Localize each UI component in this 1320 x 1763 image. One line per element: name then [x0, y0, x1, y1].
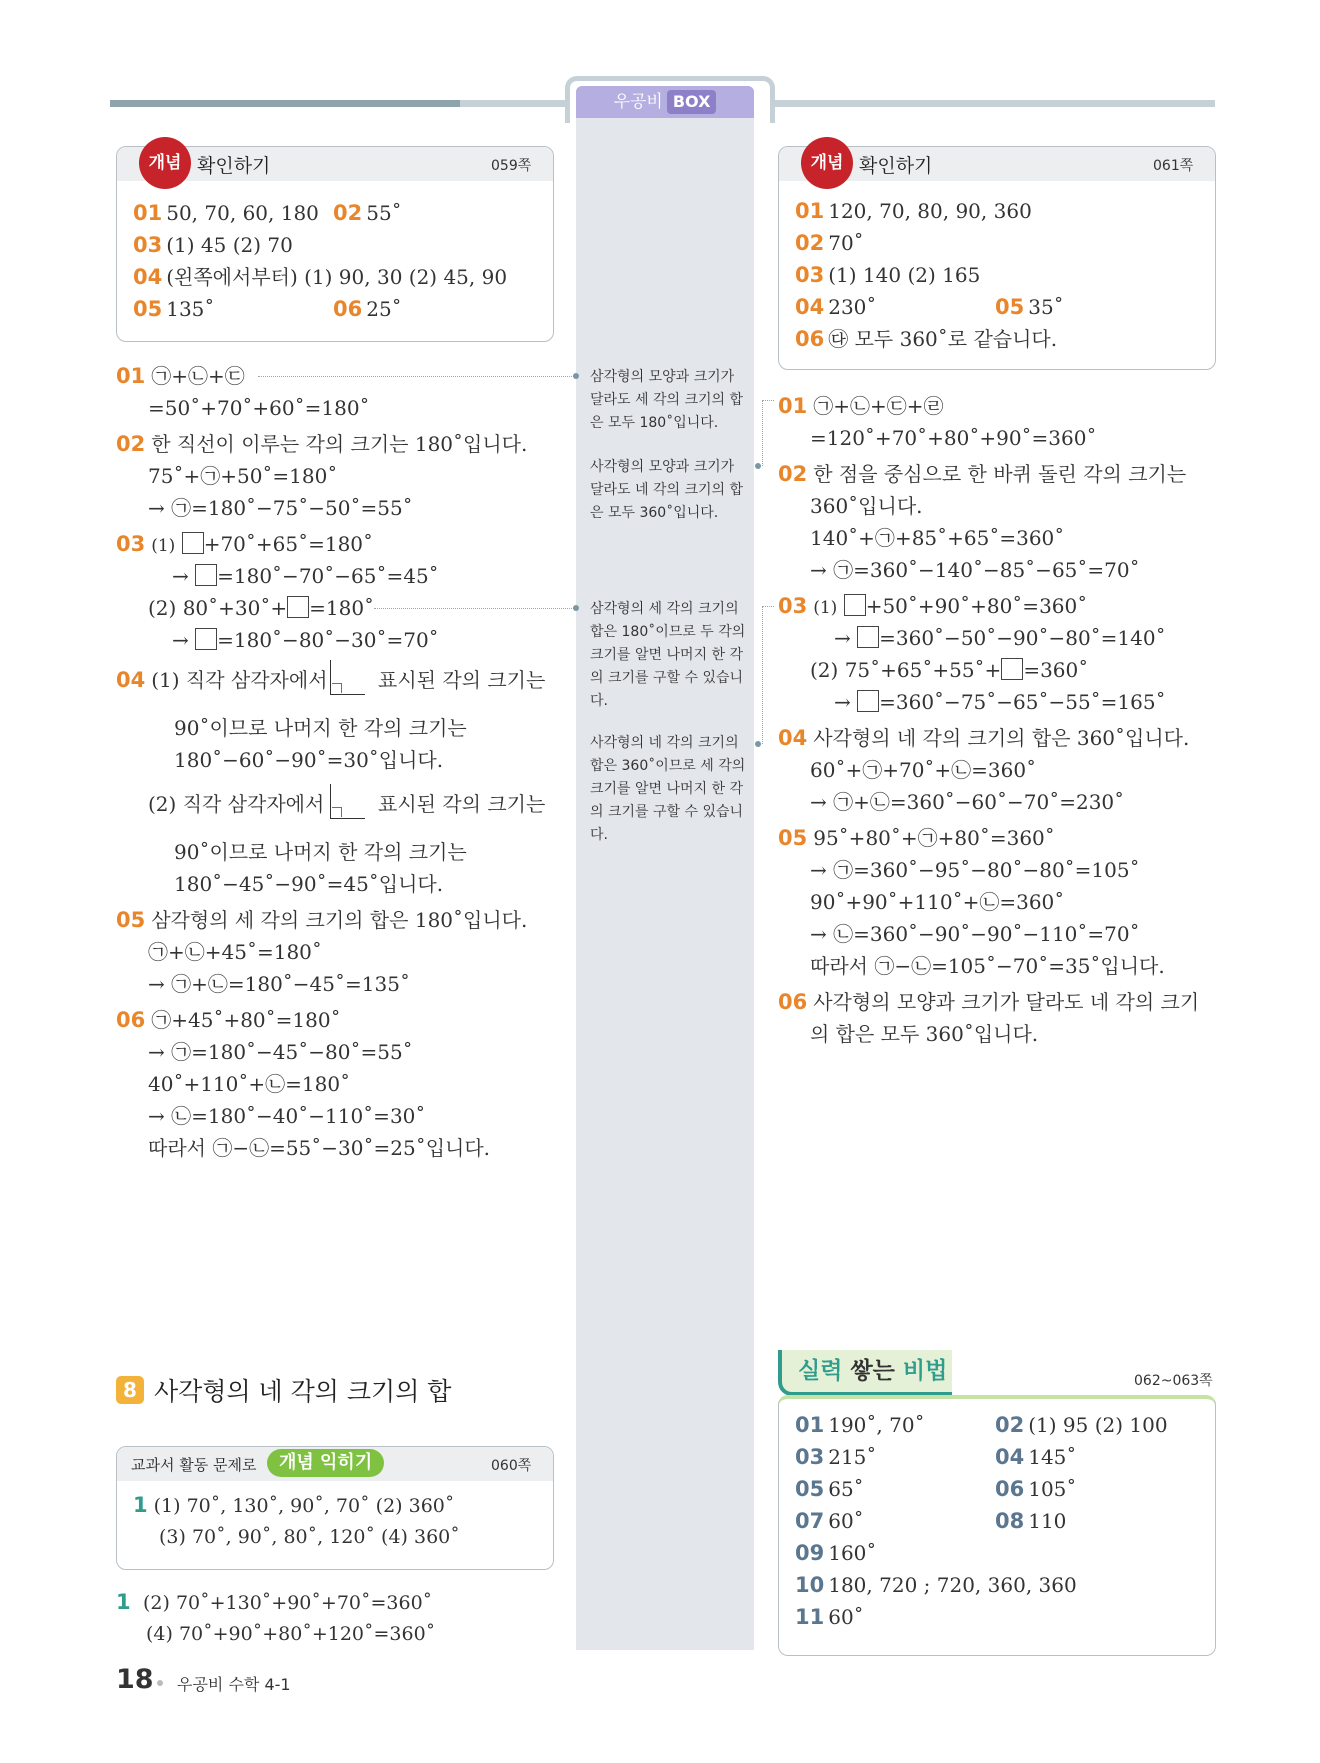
solution-line: → ㉠=360˚−140˚−85˚−65˚=70˚	[810, 558, 1140, 582]
blank-box	[182, 532, 204, 554]
concept-practice-badge: 개념 익히기	[267, 1449, 384, 1477]
section-title: 사각형의 네 각의 크기의 합	[154, 1377, 452, 1406]
margin-note: 사각형의 모양과 크기가 달라도 네 각의 크기의 합은 모두 360˚입니다.	[590, 459, 744, 521]
solution-line: (2) 직각 삼각자에서	[148, 792, 325, 816]
solution-line: 05 삼각형의 세 각의 크기의 합은 180˚입니다.	[116, 908, 528, 932]
solution-line: ㉠+㉡+45˚=180˚	[148, 940, 322, 964]
blank-box	[195, 628, 217, 650]
connector-dot	[755, 463, 761, 469]
solution-line: (2) 75˚+65˚+55˚+ =360˚	[810, 658, 1089, 682]
solution-line: 90˚+90˚+110˚+㉡=360˚	[810, 890, 1065, 914]
blank-box	[857, 626, 879, 648]
box-label: 교과서 활동 문제로	[131, 1456, 257, 1474]
solution-line: 의 합은 모두 360˚입니다.	[810, 1022, 1039, 1046]
answer-line: 10 180, 720 ; 720, 360, 360	[795, 1573, 1077, 1597]
blank-box	[857, 690, 879, 712]
answer-line: 01 50, 70, 60, 180	[133, 201, 319, 225]
solution-line: 01 ㉠+㉡+㉢	[116, 364, 245, 388]
solution-line: 표시된 각의 크기는	[378, 792, 546, 816]
answer-line: 11 60˚	[795, 1605, 864, 1629]
solution-line: 04 (1) 직각 삼각자에서	[116, 668, 328, 692]
tab-box-label: BOX	[667, 90, 717, 114]
top-rule-right	[755, 100, 1215, 107]
concept-badge: 개념	[801, 137, 853, 189]
concept-badge: 개념	[139, 137, 191, 189]
top-rule-left	[110, 100, 460, 107]
solution-line: =50˚+70˚+60˚=180˚	[148, 396, 370, 420]
page-ref: 059쪽	[491, 158, 532, 174]
right-angle-icon	[330, 660, 365, 695]
answer-line: 01 190˚, 70˚	[795, 1413, 925, 1437]
solution-line: 04 사각형의 네 각의 크기의 합은 360˚입니다.	[778, 726, 1190, 750]
answer-line: 07 60˚	[795, 1509, 864, 1533]
textbook-activity-box	[116, 1446, 554, 1570]
answer-line: 06 25˚	[333, 297, 402, 321]
connector	[762, 400, 774, 401]
answer-line: 05 135˚	[133, 297, 215, 321]
answer-line: 03 (1) 140 (2) 165	[795, 263, 981, 287]
solution-line: → =180˚−70˚−65˚=45˚	[172, 564, 439, 588]
answer-line: 03 215˚	[795, 1445, 877, 1469]
connector-dot	[755, 741, 761, 747]
page-ref: 060쪽	[491, 1458, 532, 1474]
margin-note: 삼각형의 세 각의 크기의 합은 180˚이므로 두 각의 크기를 알면 나머지 한 각의 크기를 구할 수 있습니다.	[590, 601, 746, 709]
solution-line: → ㉡=180˚−40˚−110˚=30˚	[148, 1104, 426, 1128]
connector	[258, 376, 576, 377]
box-title: 확인하기	[859, 155, 933, 177]
solution-line: 05 95˚+80˚+㉠+80˚=360˚	[778, 826, 1055, 850]
blank-box	[287, 596, 309, 618]
solution-line: 02 한 점을 중심으로 한 바퀴 돌린 각의 크기는	[778, 462, 1187, 486]
top-rule-mid	[460, 100, 580, 107]
solution-line: → ㉠+㉡=360˚−60˚−70˚=230˚	[810, 790, 1125, 814]
section-number: 8	[116, 1376, 144, 1404]
solution-line: 06 사각형의 모양과 크기가 달라도 네 각의 크기	[778, 990, 1200, 1014]
footer-dot	[157, 1680, 163, 1686]
solution-line: 90˚이므로 나머지 한 각의 크기는	[174, 716, 467, 740]
solution-line: 1 (2) 70˚+130˚+90˚+70˚=360˚	[116, 1590, 433, 1614]
book-title: 우공비 수학 4-1	[177, 1675, 291, 1694]
connector	[762, 606, 763, 744]
answer-line: 03 (1) 45 (2) 70	[133, 233, 293, 257]
page-ref: 061쪽	[1153, 158, 1194, 174]
tab-prefix: 우공비	[613, 92, 663, 112]
solution-line: → ㉠+㉡=180˚−45˚=135˚	[148, 972, 410, 996]
solution-line: 03 (1) +70˚+65˚=180˚	[116, 532, 374, 556]
solution-line: → ㉠=360˚−95˚−80˚−80˚=105˚	[810, 858, 1140, 882]
solution-line: 06 ㉠+45˚+80˚=180˚	[116, 1008, 341, 1032]
page-ref: 062~063쪽	[1134, 1373, 1213, 1389]
solution-line: 360˚입니다.	[810, 494, 923, 518]
page-number: 18	[116, 1664, 154, 1695]
answer-line: 02 70˚	[795, 231, 864, 255]
blank-box	[195, 564, 217, 586]
box-title: 확인하기	[197, 155, 271, 177]
solution-line: 03 (1) +50˚+90˚+80˚=360˚	[778, 594, 1088, 618]
connector-dot	[573, 605, 579, 611]
solution-line: 60˚+㉠+70˚+㉡=360˚	[810, 758, 1037, 782]
solution-line: 140˚+㉠+85˚+65˚=360˚	[810, 526, 1065, 550]
connector	[374, 608, 576, 609]
answer-line: 04 (왼쪽에서부터) (1) 90, 30 (2) 45, 90	[133, 265, 508, 289]
answer-line: 04 145˚	[995, 1445, 1077, 1469]
solution-line: 180˚−60˚−90˚=30˚입니다.	[174, 748, 444, 772]
answer-line: 06 105˚	[995, 1477, 1077, 1501]
solution-line: → ㉠=180˚−45˚−80˚=55˚	[148, 1040, 413, 1064]
margin-notes-column	[576, 118, 754, 1650]
solution-line: → ㉠=180˚−75˚−50˚=55˚	[148, 496, 413, 520]
solution-line: → =180˚−80˚−30˚=70˚	[172, 628, 439, 652]
answer-line: 04 230˚	[795, 295, 877, 319]
connector	[762, 400, 763, 466]
answer-line: 05 65˚	[795, 1477, 864, 1501]
right-angle-icon	[330, 784, 365, 819]
answer-line: 01 120, 70, 80, 90, 360	[795, 199, 1032, 223]
connector	[762, 606, 774, 607]
answer-line: 02 55˚	[333, 201, 402, 225]
solution-line: 표시된 각의 크기는	[378, 668, 546, 692]
margin-note: 삼각형의 모양과 크기가 달라도 세 각의 크기의 합은 모두 180˚입니다.	[590, 369, 744, 431]
solution-line: 75˚+㉠+50˚=180˚	[148, 464, 338, 488]
blank-box	[1001, 658, 1023, 680]
concept-check-box-left	[116, 146, 554, 342]
skill-box	[778, 1395, 1216, 1656]
solution-line: 02 한 직선이 이루는 각의 크기는 180˚입니다.	[116, 432, 528, 456]
solution-line: (4) 70˚+90˚+80˚+120˚=360˚	[146, 1623, 436, 1645]
solution-line: → =360˚−50˚−90˚−80˚=140˚	[834, 626, 1166, 650]
solution-line: → =360˚−75˚−65˚−55˚=165˚	[834, 690, 1166, 714]
answer-line: 02 (1) 95 (2) 100	[995, 1413, 1168, 1437]
box-tab	[576, 86, 754, 118]
solution-line: 90˚이므로 나머지 한 각의 크기는	[174, 840, 467, 864]
solution-line: 따라서 ㉠−㉡=55˚−30˚=25˚입니다.	[148, 1136, 491, 1160]
connector-dot	[573, 373, 579, 379]
solution-line: =120˚+70˚+80˚+90˚=360˚	[810, 426, 1097, 450]
answer-line: 1 (1) 70˚, 130˚, 90˚, 70˚ (2) 360˚	[133, 1493, 455, 1517]
answer-line: 09 160˚	[795, 1541, 877, 1565]
solution-line: 180˚−45˚−90˚=45˚입니다.	[174, 872, 444, 896]
solution-line: 01 ㉠+㉡+㉢+㉣	[778, 394, 944, 418]
answer-line: 06 ㉰ 모두 360˚로 같습니다.	[795, 327, 1058, 351]
solution-line: (2) 80˚+30˚+ =180˚	[148, 596, 375, 620]
margin-note: 사각형의 네 각의 크기의 합은 360˚이므로 세 각의 크기를 알면 나머지 한 각의 크기를 구할 수 있습니다.	[590, 735, 746, 843]
solution-line: → ㉡=360˚−90˚−90˚−110˚=70˚	[810, 922, 1140, 946]
skill-title: 실력 쌓는 비법	[798, 1358, 948, 1384]
solution-line: 40˚+110˚+㉡=180˚	[148, 1072, 351, 1096]
answer-line: 05 35˚	[995, 295, 1064, 319]
solution-line: 따라서 ㉠−㉡=105˚−70˚=35˚입니다.	[810, 954, 1165, 978]
answer-line: 08 110	[995, 1509, 1067, 1533]
concept-check-box-right	[778, 146, 1216, 370]
blank-box	[844, 594, 866, 616]
answer-line: (3) 70˚, 90˚, 80˚, 120˚ (4) 360˚	[159, 1526, 460, 1548]
